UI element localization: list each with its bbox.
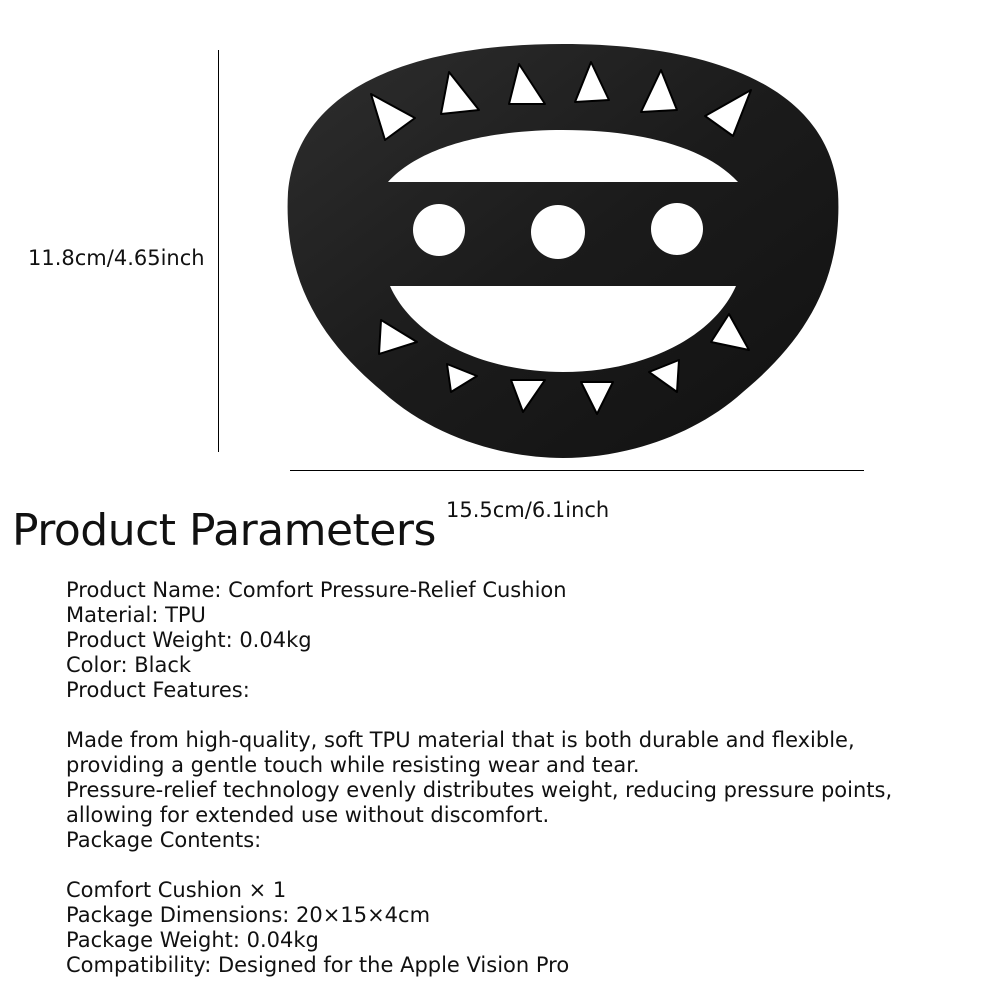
height-dimension-line [218,50,219,452]
spacer [66,703,986,728]
package-heading: Package Contents: [66,828,262,852]
product-color: Color: Black [66,653,192,677]
width-dimension-label: 15.5cm/6.1inch [446,498,610,522]
product-parameters [66,578,986,978]
package-dimensions: Package Dimensions: 20×15×4cm [66,903,431,927]
width-dimension-line [290,470,864,471]
cushion-body [288,44,839,458]
compatibility: Compatibility: Designed for the Apple Vision Pro [66,953,570,977]
package-item: Comfort Cushion × 1 [66,878,287,902]
product-name: Product Name: Comfort Pressure-Relief Cushion [66,578,567,602]
spacer [66,853,986,878]
material: Material: TPU [66,603,206,627]
height-dimension-label: 11.8cm/4.65inch [28,246,205,270]
product-weight: Product Weight: 0.04kg [66,628,312,652]
feature-line: allowing for extended use without discomfort. [66,803,550,827]
section-title: Product Parameters [12,505,436,556]
features-heading: Product Features: [66,678,250,702]
feature-line: providing a gentle touch while resisting wear and tear. [66,753,640,777]
feature-line: Made from high-quality, soft TPU material that is both durable and flexible, [66,728,855,752]
package-weight: Package Weight: 0.04kg [66,928,319,952]
cushion-product-image [283,42,843,460]
feature-line: Pressure-relief technology evenly distributes weight, reducing pressure points, [66,778,893,802]
